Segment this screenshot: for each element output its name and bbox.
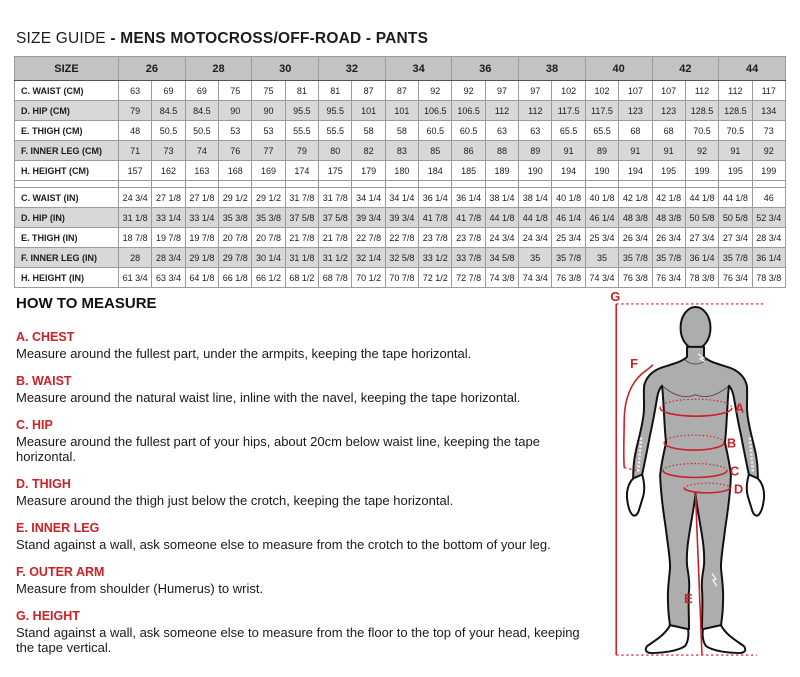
size-value-cell: 194 [619, 161, 652, 181]
size-value-cell: 41 7/8 [452, 208, 485, 228]
size-value-cell: 70.5 [685, 121, 718, 141]
size-value-cell: 25 3/4 [552, 228, 585, 248]
size-value-cell: 53 [219, 121, 252, 141]
size-value-cell: 31 7/8 [319, 188, 352, 208]
size-value-cell: 35 3/8 [219, 208, 252, 228]
size-value-cell: 50.5 [152, 121, 185, 141]
size-value-cell: 33 7/8 [452, 248, 485, 268]
size-value-cell: 50 5/8 [685, 208, 718, 228]
size-value-cell: 63 [485, 121, 518, 141]
size-value-cell: 35 [519, 248, 552, 268]
size-value-cell: 24 3/4 [119, 188, 152, 208]
size-value-cell: 117.5 [552, 101, 585, 121]
size-value-cell: 23 7/8 [452, 228, 485, 248]
size-value-cell: 35 7/8 [652, 248, 685, 268]
size-value-cell: 38 1/4 [519, 188, 552, 208]
size-value-cell: 33 1/4 [152, 208, 185, 228]
size-value-cell: 112 [519, 101, 552, 121]
label-waist: B [726, 435, 737, 451]
size-value-cell: 70 7/8 [385, 268, 418, 288]
size-value-cell: 79 [285, 141, 318, 161]
size-value-cell: 35 [585, 248, 618, 268]
size-value-cell: 92 [685, 141, 718, 161]
size-value-cell: 41 7/8 [419, 208, 452, 228]
how-to-measure-heading: HOW TO MEASURE [16, 295, 157, 312]
size-value-cell: 24 3/4 [519, 228, 552, 248]
size-value-cell: 68 [652, 121, 685, 141]
size-value-cell: 91 [719, 141, 752, 161]
size-value-cell: 34 1/4 [385, 188, 418, 208]
size-value-cell: 28 [119, 248, 152, 268]
size-value-cell: 25 3/4 [585, 228, 618, 248]
size-value-cell: 112 [485, 101, 518, 121]
size-value-cell: 22 7/8 [352, 228, 385, 248]
measure-item-text: Stand against a wall, ask someone else to measure from the crotch to the bottom of your leg. [16, 537, 551, 552]
size-value-cell: 76 3/8 [552, 268, 585, 288]
size-table-row [15, 228, 786, 248]
size-value-cell: 168 [219, 161, 252, 181]
measure-item-label: E. INNER LEG [16, 521, 100, 535]
size-value-cell: 27 1/8 [152, 188, 185, 208]
measurement-row-label: H. HEIGHT (IN) [15, 268, 119, 288]
size-value-cell: 74 3/4 [519, 268, 552, 288]
size-value-cell: 36 1/4 [452, 188, 485, 208]
size-column-header: 28 [185, 57, 252, 81]
size-value-cell: 29 1/2 [252, 188, 285, 208]
size-value-cell: 36 1/4 [752, 248, 785, 268]
size-value-cell: 169 [252, 161, 285, 181]
measure-item-label: C. HIP [16, 418, 53, 432]
size-value-cell: 194 [552, 161, 585, 181]
separator-cell [552, 181, 585, 188]
separator-cell [619, 181, 652, 188]
size-value-cell: 190 [519, 161, 552, 181]
measurement-row-label: D. HIP (IN) [15, 208, 119, 228]
size-value-cell: 180 [385, 161, 418, 181]
size-table-row [15, 188, 786, 208]
size-value-cell: 42 1/8 [652, 188, 685, 208]
size-value-cell: 106.5 [419, 101, 452, 121]
size-value-cell: 128.5 [719, 101, 752, 121]
size-value-cell: 184 [419, 161, 452, 181]
size-value-cell: 74 [185, 141, 218, 161]
size-value-cell: 97 [519, 81, 552, 101]
size-value-cell: 37 5/8 [285, 208, 318, 228]
size-value-cell: 55.5 [319, 121, 352, 141]
measure-item [16, 609, 601, 655]
size-value-cell: 88 [485, 141, 518, 161]
size-value-cell: 65.5 [552, 121, 585, 141]
size-value-cell: 76 3/4 [719, 268, 752, 288]
separator-cell [319, 181, 352, 188]
size-value-cell: 35 7/8 [719, 248, 752, 268]
size-table-row [15, 141, 786, 161]
size-value-cell: 37 5/8 [319, 208, 352, 228]
size-value-cell: 32 5/8 [385, 248, 418, 268]
size-value-cell: 19 7/8 [152, 228, 185, 248]
measure-item [16, 330, 601, 361]
size-value-cell: 29 1/8 [185, 248, 218, 268]
size-value-cell: 33 1/4 [185, 208, 218, 228]
size-value-cell: 89 [585, 141, 618, 161]
size-value-cell: 29 7/8 [219, 248, 252, 268]
size-value-cell: 179 [352, 161, 385, 181]
page-title [16, 30, 428, 48]
size-value-cell: 91 [619, 141, 652, 161]
label-outer-arm: F [630, 355, 639, 371]
size-value-cell: 117 [752, 81, 785, 101]
size-value-cell: 64 1/8 [185, 268, 218, 288]
size-value-cell: 21 7/8 [319, 228, 352, 248]
size-value-cell: 60.5 [419, 121, 452, 141]
size-value-cell: 20 7/8 [252, 228, 285, 248]
size-value-cell: 31 1/8 [285, 248, 318, 268]
measurement-row-label: H. HEIGHT (CM) [15, 161, 119, 181]
size-table-row [15, 248, 786, 268]
size-value-cell: 78 3/8 [752, 268, 785, 288]
size-value-cell: 34 1/4 [352, 188, 385, 208]
label-height: G [610, 288, 621, 304]
measure-item-label: D. THIGH [16, 477, 71, 491]
measurement-row-label: C. WAIST (CM) [15, 81, 119, 101]
size-value-cell: 50 5/8 [719, 208, 752, 228]
size-value-cell: 102 [585, 81, 618, 101]
size-value-cell: 70.5 [719, 121, 752, 141]
page-title-prefix: SIZE GUIDE [16, 30, 106, 48]
size-value-cell: 175 [319, 161, 352, 181]
size-value-cell: 97 [485, 81, 518, 101]
separator-cell [419, 181, 452, 188]
size-value-cell: 76 3/4 [652, 268, 685, 288]
size-value-cell: 71 [119, 141, 152, 161]
size-value-cell: 91 [552, 141, 585, 161]
size-value-cell: 55.5 [285, 121, 318, 141]
measure-item [16, 374, 601, 405]
measure-item-text: Measure from shoulder (Humerus) to wrist. [16, 581, 264, 596]
size-value-cell: 95.5 [285, 101, 318, 121]
size-value-cell: 81 [319, 81, 352, 101]
size-value-cell: 72 7/8 [452, 268, 485, 288]
size-column-header: 44 [719, 57, 786, 81]
size-value-cell: 53 [252, 121, 285, 141]
size-value-cell: 199 [752, 161, 785, 181]
separator-cell [519, 181, 552, 188]
size-value-cell: 35 7/8 [552, 248, 585, 268]
size-value-cell: 40 1/8 [585, 188, 618, 208]
size-value-cell: 68 1/2 [285, 268, 318, 288]
size-value-cell: 39 3/4 [385, 208, 418, 228]
how-to-measure-list [16, 330, 601, 655]
size-value-cell: 190 [585, 161, 618, 181]
separator-cell [652, 181, 685, 188]
size-value-cell: 185 [452, 161, 485, 181]
size-value-cell: 46 [752, 188, 785, 208]
size-value-cell: 46 1/4 [552, 208, 585, 228]
size-value-cell: 128.5 [685, 101, 718, 121]
size-value-cell: 31 7/8 [285, 188, 318, 208]
size-value-cell: 35 3/8 [252, 208, 285, 228]
size-column-header: 34 [385, 57, 452, 81]
size-value-cell: 95.5 [319, 101, 352, 121]
size-value-cell: 89 [519, 141, 552, 161]
size-value-cell: 90 [252, 101, 285, 121]
label-hip: C [729, 463, 740, 479]
size-value-cell: 18 7/8 [119, 228, 152, 248]
size-table-row [15, 101, 786, 121]
separator-cell [185, 181, 218, 188]
size-value-cell: 29 1/2 [219, 188, 252, 208]
size-value-cell: 20 7/8 [219, 228, 252, 248]
size-value-cell: 66 1/2 [252, 268, 285, 288]
measure-item-label: A. CHEST [16, 330, 75, 344]
size-value-cell: 66 1/8 [219, 268, 252, 288]
size-table-row [15, 208, 786, 228]
size-column-header: 32 [319, 57, 386, 81]
size-value-cell: 61 3/4 [119, 268, 152, 288]
unit-separator-row [15, 181, 786, 188]
body-silhouette [627, 307, 764, 653]
size-value-cell: 52 3/4 [752, 208, 785, 228]
measure-item [16, 521, 601, 552]
size-value-cell: 27 1/8 [185, 188, 218, 208]
measurement-row-label: F. INNER LEG (IN) [15, 248, 119, 268]
size-table-row [15, 268, 786, 288]
measure-item [16, 477, 601, 508]
measurement-figure [600, 286, 800, 677]
size-value-cell: 174 [285, 161, 318, 181]
size-value-cell: 34 5/8 [485, 248, 518, 268]
size-value-cell: 78 3/8 [685, 268, 718, 288]
size-table-row [15, 81, 786, 101]
size-value-cell: 91 [652, 141, 685, 161]
size-value-cell: 26 3/4 [652, 228, 685, 248]
size-value-cell: 112 [685, 81, 718, 101]
size-value-cell: 87 [352, 81, 385, 101]
separator-cell [15, 181, 119, 188]
measure-item [16, 565, 601, 596]
size-column-header: 40 [585, 57, 652, 81]
measure-item-text: Stand against a wall, ask someone else to measure from the floor to the top of your head, keeping the tape vertical. [16, 625, 580, 655]
size-value-cell: 50.5 [185, 121, 218, 141]
size-value-cell: 90 [219, 101, 252, 121]
size-value-cell: 58 [352, 121, 385, 141]
size-value-cell: 74 3/8 [485, 268, 518, 288]
size-value-cell: 40 1/8 [552, 188, 585, 208]
size-value-cell: 84.5 [152, 101, 185, 121]
size-table-row [15, 121, 786, 141]
size-value-cell: 39 3/4 [352, 208, 385, 228]
separator-cell [685, 181, 718, 188]
label-inner-leg: E [684, 591, 693, 607]
size-value-cell: 48 3/8 [652, 208, 685, 228]
size-value-cell: 60.5 [452, 121, 485, 141]
size-column-header: 36 [452, 57, 519, 81]
size-value-cell: 84.5 [185, 101, 218, 121]
size-value-cell: 76 3/8 [619, 268, 652, 288]
size-value-cell: 75 [219, 81, 252, 101]
separator-cell [452, 181, 485, 188]
measure-item-label: B. WAIST [16, 374, 72, 388]
size-value-cell: 73 [152, 141, 185, 161]
measure-item-text: Measure around the natural waist line, inline with the navel, keeping the tape horizontal. [16, 390, 521, 405]
size-value-cell: 35 7/8 [619, 248, 652, 268]
size-value-cell: 92 [452, 81, 485, 101]
size-value-cell: 82 [352, 141, 385, 161]
size-value-cell: 70 1/2 [352, 268, 385, 288]
size-value-cell: 92 [419, 81, 452, 101]
size-table-header-row [15, 57, 786, 81]
page-title-rest: - MENS MOTOCROSS/OFF-ROAD - PANTS [110, 30, 429, 48]
measurement-row-label: F. INNER LEG (CM) [15, 141, 119, 161]
size-value-cell: 79 [119, 101, 152, 121]
size-value-cell: 87 [385, 81, 418, 101]
size-value-cell: 76 [219, 141, 252, 161]
size-value-cell: 44 1/8 [685, 188, 718, 208]
separator-cell [352, 181, 385, 188]
size-value-cell: 36 1/4 [419, 188, 452, 208]
size-value-cell: 68 7/8 [319, 268, 352, 288]
size-value-cell: 44 1/8 [719, 188, 752, 208]
size-value-cell: 31 1/2 [319, 248, 352, 268]
size-value-cell: 28 3/4 [152, 248, 185, 268]
measure-item [16, 418, 601, 464]
body-measurement-diagram-icon [600, 286, 800, 677]
separator-cell [152, 181, 185, 188]
measure-item-label: F. OUTER ARM [16, 565, 105, 579]
measure-item-label: G. HEIGHT [16, 609, 80, 623]
measurement-row-label: D. HIP (CM) [15, 101, 119, 121]
size-value-cell: 106.5 [452, 101, 485, 121]
size-value-cell: 44 1/8 [519, 208, 552, 228]
size-value-cell: 101 [385, 101, 418, 121]
label-thigh: D [733, 481, 744, 497]
separator-cell [485, 181, 518, 188]
size-value-cell: 199 [685, 161, 718, 181]
size-value-cell: 74 3/4 [585, 268, 618, 288]
measurement-row-label: E. THIGH (IN) [15, 228, 119, 248]
size-value-cell: 68 [619, 121, 652, 141]
size-column-header: 26 [119, 57, 186, 81]
measure-item-text: Measure around the fullest part of your hips, about 20cm below waist line, keeping the tape horizontal. [16, 434, 540, 464]
separator-cell [385, 181, 418, 188]
size-value-cell: 123 [619, 101, 652, 121]
size-value-cell: 48 [119, 121, 152, 141]
separator-cell [585, 181, 618, 188]
size-value-cell: 63 [519, 121, 552, 141]
size-value-cell: 26 3/4 [619, 228, 652, 248]
measurement-row-label: E. THIGH (CM) [15, 121, 119, 141]
size-value-cell: 73 [752, 121, 785, 141]
size-value-cell: 92 [752, 141, 785, 161]
size-value-cell: 69 [185, 81, 218, 101]
separator-cell [119, 181, 152, 188]
size-value-cell: 189 [485, 161, 518, 181]
separator-cell [285, 181, 318, 188]
size-value-cell: 36 1/4 [685, 248, 718, 268]
size-value-cell: 75 [252, 81, 285, 101]
size-value-cell: 72 1/2 [419, 268, 452, 288]
size-value-cell: 58 [385, 121, 418, 141]
size-column-header: 38 [519, 57, 586, 81]
size-column-header: 42 [652, 57, 719, 81]
size-value-cell: 157 [119, 161, 152, 181]
size-value-cell: 38 1/4 [485, 188, 518, 208]
how-to-measure-section [16, 295, 601, 668]
size-value-cell: 81 [285, 81, 318, 101]
size-value-cell: 117.5 [585, 101, 618, 121]
size-value-cell: 195 [719, 161, 752, 181]
size-value-cell: 63 3/4 [152, 268, 185, 288]
measure-item-text: Measure around the thigh just below the crotch, keeping the tape horizontal. [16, 493, 454, 508]
separator-cell [252, 181, 285, 188]
size-value-cell: 77 [252, 141, 285, 161]
size-table [14, 56, 786, 288]
size-value-cell: 28 3/4 [752, 228, 785, 248]
size-value-cell: 123 [652, 101, 685, 121]
measure-item-text: Measure around the fullest part, under the armpits, keeping the tape horizontal. [16, 346, 472, 361]
size-value-cell: 44 1/8 [485, 208, 518, 228]
size-value-cell: 102 [552, 81, 585, 101]
size-value-cell: 24 3/4 [485, 228, 518, 248]
separator-cell [219, 181, 252, 188]
size-value-cell: 32 1/4 [352, 248, 385, 268]
size-value-cell: 163 [185, 161, 218, 181]
size-value-cell: 83 [385, 141, 418, 161]
size-value-cell: 162 [152, 161, 185, 181]
size-value-cell: 69 [152, 81, 185, 101]
separator-cell [719, 181, 752, 188]
size-value-cell: 107 [652, 81, 685, 101]
size-value-cell: 19 7/8 [185, 228, 218, 248]
size-value-cell: 27 3/4 [719, 228, 752, 248]
size-value-cell: 65.5 [585, 121, 618, 141]
size-value-cell: 86 [452, 141, 485, 161]
size-value-cell: 21 7/8 [285, 228, 318, 248]
size-value-cell: 22 7/8 [385, 228, 418, 248]
size-column-header: 30 [252, 57, 319, 81]
size-value-cell: 112 [719, 81, 752, 101]
size-table-row [15, 161, 786, 181]
size-value-cell: 42 1/8 [619, 188, 652, 208]
size-value-cell: 195 [652, 161, 685, 181]
size-value-cell: 27 3/4 [685, 228, 718, 248]
size-value-cell: 85 [419, 141, 452, 161]
size-value-cell: 48 3/8 [619, 208, 652, 228]
size-value-cell: 46 1/4 [585, 208, 618, 228]
size-value-cell: 134 [752, 101, 785, 121]
separator-cell [752, 181, 785, 188]
size-value-cell: 33 1/2 [419, 248, 452, 268]
size-value-cell: 80 [319, 141, 352, 161]
size-header-label: SIZE [15, 57, 119, 81]
measurement-row-label: C. WAIST (IN) [15, 188, 119, 208]
size-value-cell: 63 [119, 81, 152, 101]
label-chest: A [734, 400, 745, 416]
size-value-cell: 101 [352, 101, 385, 121]
size-value-cell: 107 [619, 81, 652, 101]
size-value-cell: 31 1/8 [119, 208, 152, 228]
size-value-cell: 23 7/8 [419, 228, 452, 248]
size-value-cell: 30 1/4 [252, 248, 285, 268]
